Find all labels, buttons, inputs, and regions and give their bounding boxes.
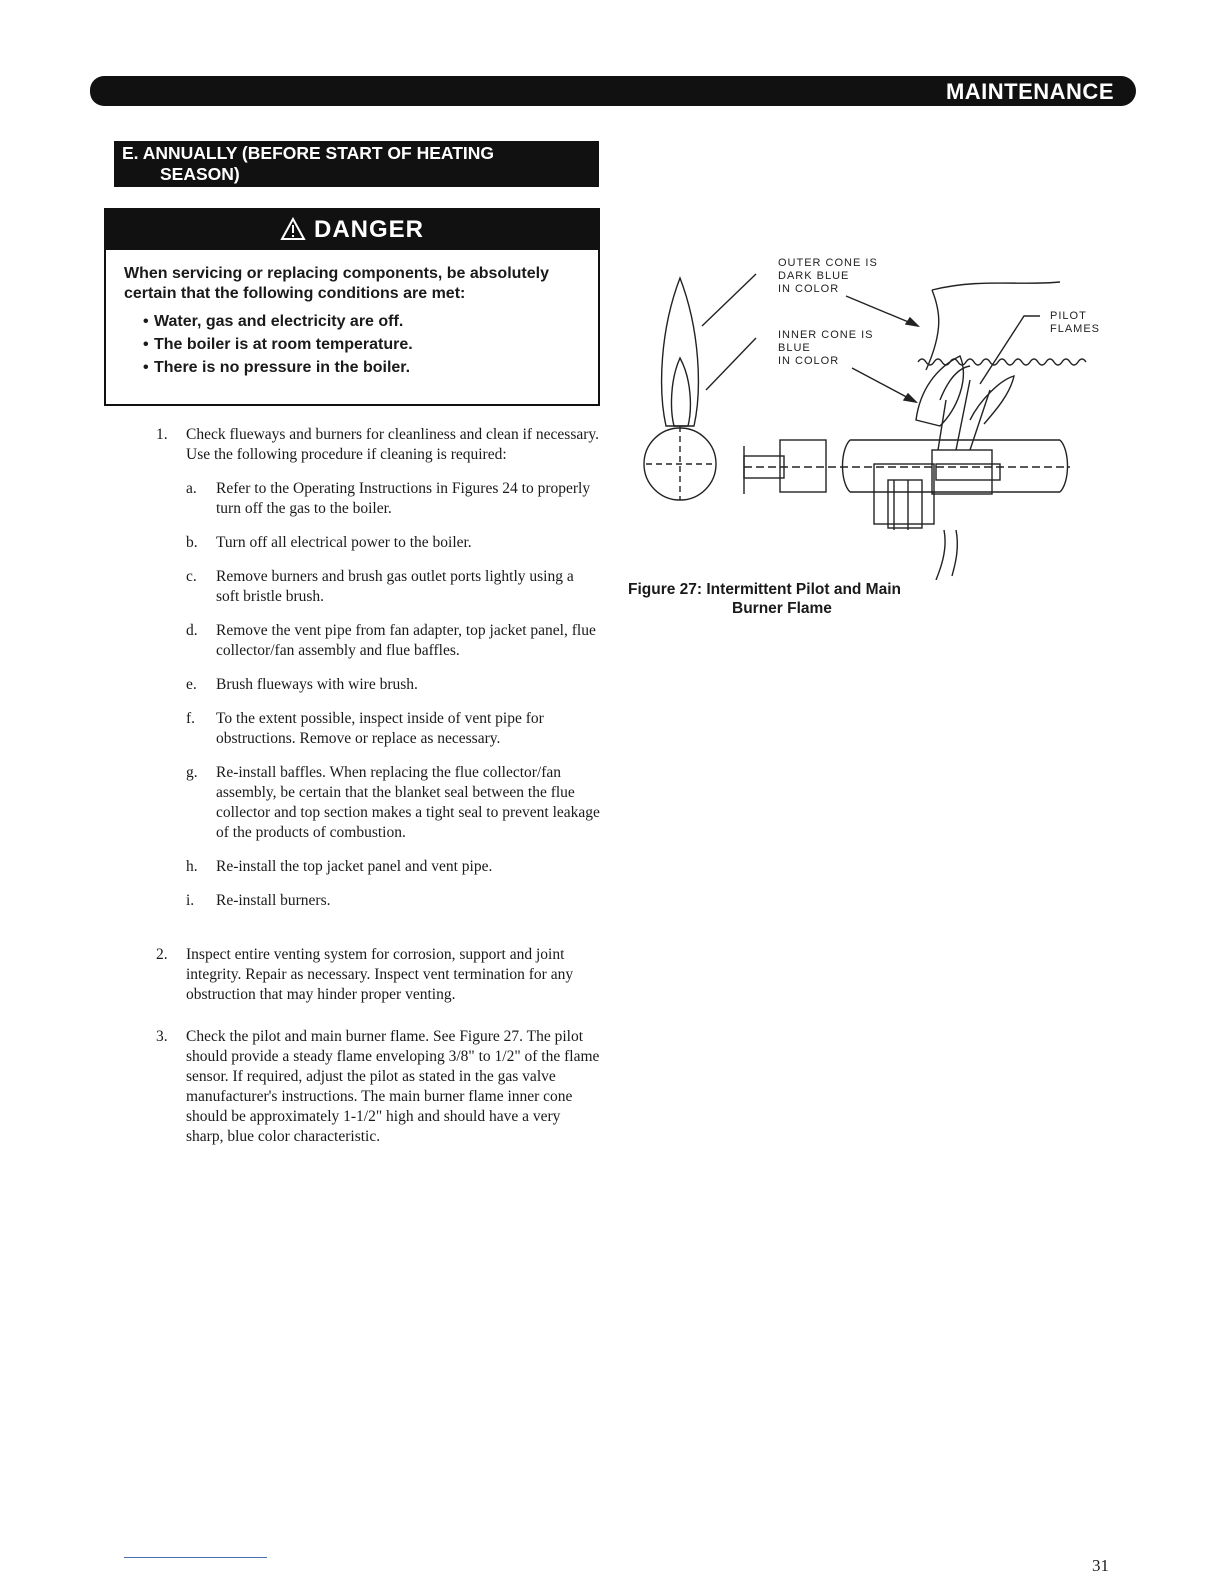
substep-g xyxy=(186,763,600,843)
step-1 xyxy=(148,425,600,911)
substep-letter: c. xyxy=(186,568,197,585)
substep-i xyxy=(186,891,600,911)
substep-text: Turn off all electrical power to the boiler. xyxy=(216,534,472,551)
section-heading xyxy=(114,141,599,187)
inner-flame-cone xyxy=(672,358,691,426)
figure-27 xyxy=(640,250,1120,580)
inner-cone-label-2: BLUE xyxy=(778,342,811,354)
section-heading-line2: SEASON) xyxy=(160,164,240,184)
burner-flame-illustration xyxy=(640,250,1120,580)
step-text: Inspect entire venting system for corrosion, support and joint integrity. Repair as necessary. Inspect vent termination for any obstruction that may hinder proper venting. xyxy=(186,946,574,1003)
substep-letter: h. xyxy=(186,858,198,875)
substep-letter: a. xyxy=(186,480,197,497)
footer-rule xyxy=(124,1557,267,1558)
substep-text: Brush flueways with wire brush. xyxy=(216,676,418,693)
danger-condition: • The boiler is at room temperature. xyxy=(124,333,582,356)
inner-cone-label-1: INNER CONE IS xyxy=(778,329,874,341)
section-heading-line1: E. ANNUALLY (BEFORE START OF HEATING xyxy=(122,143,495,163)
header-bar xyxy=(90,76,1136,106)
outer-cone-label-3: IN COLOR xyxy=(778,283,840,295)
danger-title: DANGER xyxy=(313,216,424,243)
outer-cone-label-1: OUTER CONE IS xyxy=(778,257,878,269)
substep-b xyxy=(186,533,600,553)
pilot-flames-leader xyxy=(980,316,1040,384)
substep-letter: f. xyxy=(186,710,196,727)
substep-a xyxy=(186,479,600,519)
substep-text: Remove burners and brush gas outlet ports lightly using a soft bristle brush. xyxy=(216,568,574,605)
procedure-list xyxy=(148,425,600,1169)
outer-flame-cone xyxy=(662,278,699,426)
gas-pipe xyxy=(850,440,1060,492)
figure-caption xyxy=(628,580,901,618)
danger-condition: • There is no pressure in the boiler. xyxy=(124,356,582,379)
step-text: Check flueways and burners for cleanliness and clean if necessary. Use the following procedure if cleaning is required: xyxy=(186,426,600,463)
pilot-flames-label-2: FLAMES xyxy=(1050,323,1101,335)
substep-letter: e. xyxy=(186,676,197,693)
wavy-line xyxy=(918,359,1086,365)
substep-letter: g. xyxy=(186,764,198,781)
substep-h xyxy=(186,857,600,877)
substep-c xyxy=(186,567,600,607)
step-2 xyxy=(148,945,600,1005)
step-number: 2. xyxy=(156,946,168,963)
danger-condition: • Water, gas and electricity are off. xyxy=(124,310,582,333)
substep-text: Re-install the top jacket panel and vent pipe. xyxy=(216,858,493,875)
step-3 xyxy=(148,1027,600,1147)
warning-triangle-icon xyxy=(280,217,306,241)
inner-cone-label-3: IN COLOR xyxy=(778,355,840,367)
substep-d xyxy=(186,621,600,661)
substep-text: To the extent possible, inspect inside of vent pipe for obstructions. Remove or replace as necessary. xyxy=(216,710,544,747)
danger-conditions xyxy=(124,310,582,379)
pilot-assembly xyxy=(874,464,934,524)
pilot-flames-label-1: PILOT xyxy=(1050,310,1087,322)
outer-cone-label-2: DARK BLUE xyxy=(778,270,850,282)
substep-text: Re-install baffles. When replacing the flue collector/fan assembly, be certain that the blanket seal between the flue collector and top section makes a tight seal to prevent leakage of the products of combustion. xyxy=(216,764,600,841)
page-number: 31 xyxy=(1092,1556,1109,1575)
figure-caption-line2: Burner Flame xyxy=(732,600,832,617)
substep-e xyxy=(186,675,600,695)
substep-letter: d. xyxy=(186,622,198,639)
inner-cone-leader xyxy=(706,338,756,390)
danger-header xyxy=(106,210,598,250)
substep-letter: b. xyxy=(186,534,198,551)
step-text: Check the pilot and main burner flame. See Figure 27. The pilot should provide a steady flame enveloping 3/8" to 1/2" of the flame sensor. If required, adjust the pilot as stated in the gas valve manufacturer's instructions. The main burner flame inner cone should be approximately 1-1/2" high and should have a very sharp, blue color characteristic. xyxy=(186,1028,600,1145)
substep-f xyxy=(186,709,600,749)
step-number: 3. xyxy=(156,1028,168,1045)
substep-text: Re-install burners. xyxy=(216,892,331,909)
header-title: MAINTENANCE xyxy=(945,79,1114,104)
pilot-flame xyxy=(916,356,963,426)
substep-text: Refer to the Operating Instructions in Figures 24 to properly turn off the gas to the boiler. xyxy=(216,480,591,517)
outer-cone-leader xyxy=(702,274,756,326)
figure-caption-line1: Figure 27: Intermittent Pilot and Main xyxy=(628,581,901,598)
danger-body xyxy=(106,250,598,379)
step-number: 1. xyxy=(156,426,168,443)
danger-box xyxy=(104,208,600,406)
substep-letter: i. xyxy=(186,892,195,909)
danger-intro: When servicing or replacing components, be absolutely certain that the following conditions are met: xyxy=(124,265,549,302)
substep-text: Remove the vent pipe from fan adapter, top jacket panel, flue collector/fan assembly and flue baffles. xyxy=(216,622,596,659)
